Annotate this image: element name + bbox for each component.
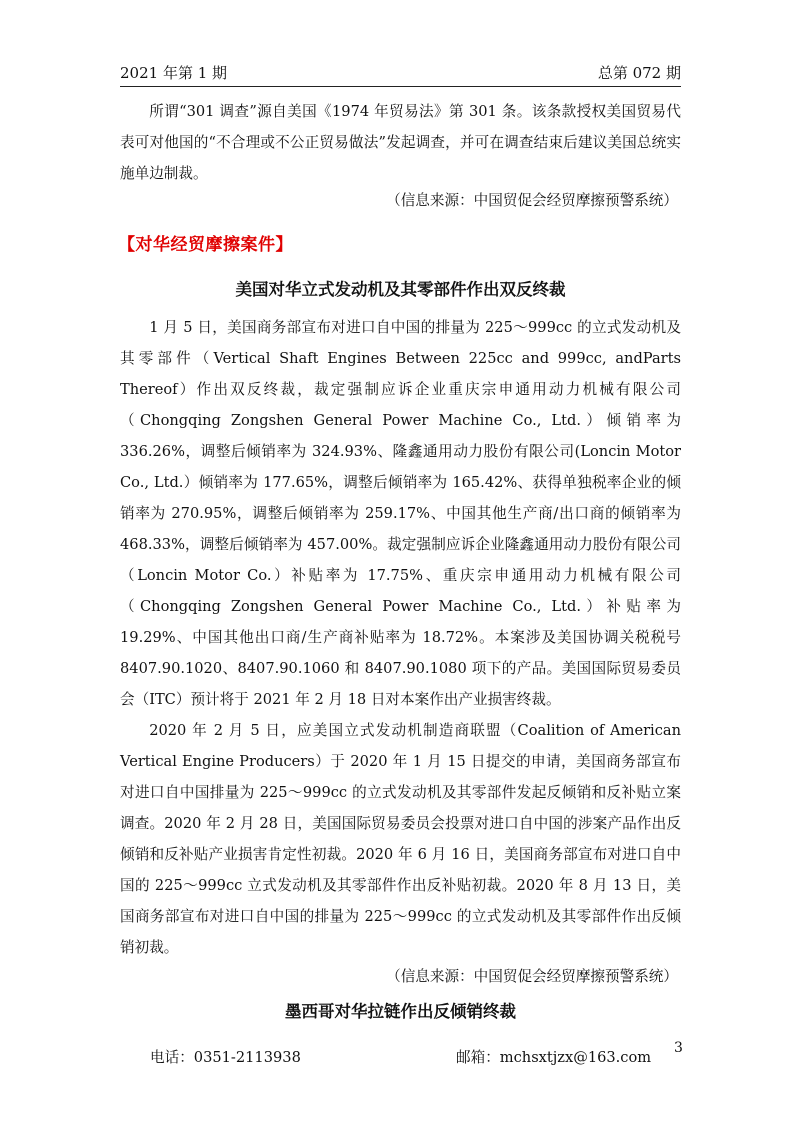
article-source: （信息来源：中国贸促会经贸摩擦预警系统） bbox=[386, 968, 678, 985]
intro-block bbox=[120, 96, 681, 189]
article-title: 美国对华立式发动机及其零部件作出双反终裁 bbox=[235, 280, 566, 299]
issue-label: 2021 年第 1 期 bbox=[120, 64, 228, 82]
footer-phone: 电话：0351-2113938 bbox=[150, 1049, 301, 1066]
page-number: 3 bbox=[674, 1040, 683, 1056]
section-heading: 【对华经贸摩擦案件】 bbox=[118, 235, 293, 255]
intro-paragraph: 所谓“301 调查”源自美国《1974 年贸易法》第 301 条。该条款授权美国贸易代表可对他国的“不合理或不公正贸易做法”发起调查，并可在调查结束后建议美国总统实施单边制裁。 bbox=[120, 103, 681, 182]
total-issue-label: 总第 072 期 bbox=[597, 64, 681, 82]
article-body bbox=[120, 312, 681, 963]
article-paragraph: 1 月 5 日，美国商务部宣布对进口自中国的排量为 225～999cc 的立式发动机及其零部件（Vertical Shaft Engines Between 225cc and 999cc, andParts Thereof）作出双反终裁，裁定强制应诉企业重庆宗申通用动力机械有限公司（Chongqing Zongshen General Power Machine Co., Ltd.）倾销率为 336.26%，调整后倾销率为 324.93%、隆鑫通用动力股份有限公司(Loncin Motor Co., Ltd.）倾销率为 177.65%，调整后倾销率为 165.42%、获得单独税率企业的倾销率为 270.95%，调整后倾销率为 259.17%、中国其他生产商/出口商的倾销率为 468.33%，调整后倾销率为 457.00%。裁定强制应诉企业隆鑫通用动力股份有限公司（Loncin Motor Co.）补贴率为 17.75%、重庆宗申通用动力机械有限公司（Chongqing Zongshen General Power Machine Co., Ltd.）补贴率为 19.29%、中国其他出口商/生产商补贴率为 18.72%。本案涉及美国协调关税税号 8407.90.1020、8407.90.1060 和 8407.90.1080 项下的产品。美国国际贸易委员会（ITC）预计将于 2021 年 2 月 18 日对本案作出产业损害终裁。 bbox=[120, 319, 681, 708]
page-header bbox=[120, 60, 681, 87]
intro-source: （信息来源：中国贸促会经贸摩擦预警系统） bbox=[386, 192, 678, 209]
next-article-title: 墨西哥对华拉链作出反倾销终裁 bbox=[285, 1002, 516, 1021]
footer-email: 邮箱：mchsxtjzx@163.com bbox=[456, 1049, 652, 1066]
article-paragraph: 2020 年 2 月 5 日，应美国立式发动机制造商联盟（Coalition of American Vertical Engine Producers）于 2020 年 1 月 15 日提交的申请，美国商务部宣布对进口自中国排量为 225～999cc 的立式发动机及其零部件发起反倾销和反补贴立案调查。2020 年 2 月 28 日，美国国际贸易委员会投票对进口自中国的涉案产品作出反倾销和反补贴产业损害肯定性初裁。2020 年 6 月 16 日，美国商务部宣布对进口自中国的 225～999cc 立式发动机及其零部件作出反补贴初裁。2020 年 8 月 13 日，美国商务部宣布对进口自中国的排量为 225～999cc 的立式发动机及其零部件作出反倾销初裁。 bbox=[120, 722, 681, 956]
